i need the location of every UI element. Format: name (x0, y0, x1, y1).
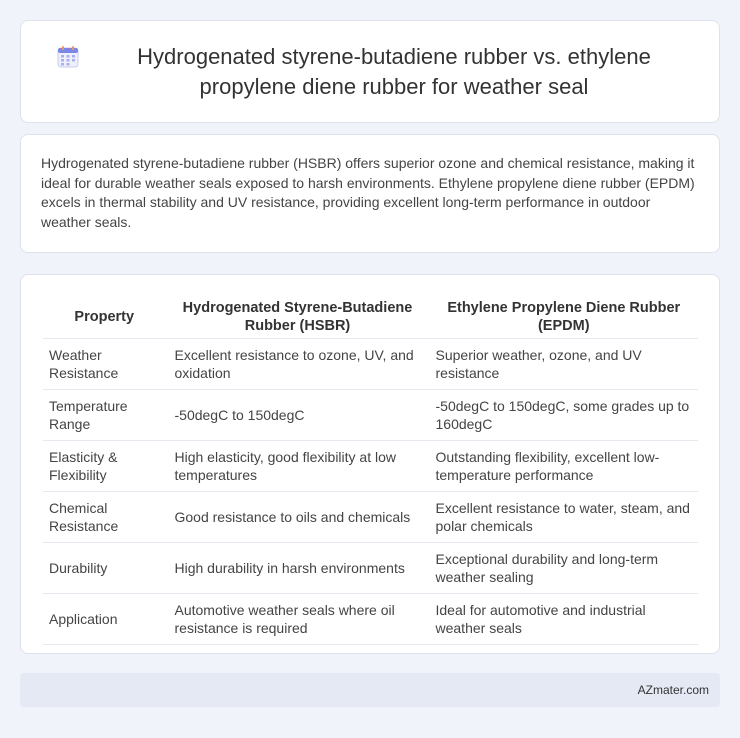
row-property: Temperature Range (43, 390, 166, 441)
row-hsbr-value: High durability in harsh environments (166, 543, 427, 594)
row-property: Elasticity & Flexibility (43, 441, 166, 492)
row-epdm-value: -50degC to 150degC, some grades up to 160degC (427, 390, 698, 441)
header-hsbr: Hydrogenated Styrene-Butadiene Rubber (HSBR) (166, 295, 427, 339)
row-hsbr-value: Good resistance to oils and chemicals (166, 492, 427, 543)
row-hsbr-value: Excellent resistance to ozone, UV, and oxidation (166, 339, 427, 390)
footer (20, 673, 720, 707)
table-header-row (43, 295, 698, 339)
row-epdm-value: Excellent resistance to water, steam, and polar chemicals (427, 492, 698, 543)
row-hsbr-value: -50degC to 150degC (166, 390, 427, 441)
row-property: Application (43, 594, 166, 645)
row-property: Weather Resistance (43, 339, 166, 390)
calendar-icon (56, 45, 80, 69)
table-row (43, 339, 698, 390)
row-epdm-value: Exceptional durability and long-term weather sealing (427, 543, 698, 594)
row-hsbr-value: High elasticity, good flexibility at low temperatures (166, 441, 427, 492)
row-epdm-value: Superior weather, ozone, and UV resistance (427, 339, 698, 390)
row-property: Durability (43, 543, 166, 594)
title-card (20, 20, 720, 123)
table-row (43, 594, 698, 645)
table-row (43, 390, 698, 441)
row-epdm-value: Ideal for automotive and industrial weather seals (427, 594, 698, 645)
summary-text: Hydrogenated styrene-butadiene rubber (HSBR) offers superior ozone and chemical resistance, making it ideal for durable weather seals exposed to harsh environments. Ethylene propylene diene rubber (EPDM) excels in thermal stability and UV resistance, providing excellent long-term performance in outdoor weather seals. (41, 155, 695, 230)
row-property: Chemical Resistance (43, 492, 166, 543)
row-epdm-value: Outstanding flexibility, excellent low-temperature performance (427, 441, 698, 492)
page-title: Hydrogenated styrene-butadiene rubber vs. ethylene propylene diene rubber for weather seal (137, 43, 651, 99)
header-epdm: Ethylene Propylene Diene Rubber (EPDM) (427, 295, 698, 339)
comparison-table (43, 295, 698, 645)
footer-text: AZmater.com (637, 683, 709, 697)
summary-card (20, 134, 720, 253)
title-wrap (26, 42, 714, 102)
row-hsbr-value: Automotive weather seals where oil resistance is required (166, 594, 427, 645)
table-row (43, 492, 698, 543)
table-row (43, 543, 698, 594)
table-card (20, 274, 720, 654)
header-property: Property (43, 295, 166, 339)
table-row (43, 441, 698, 492)
